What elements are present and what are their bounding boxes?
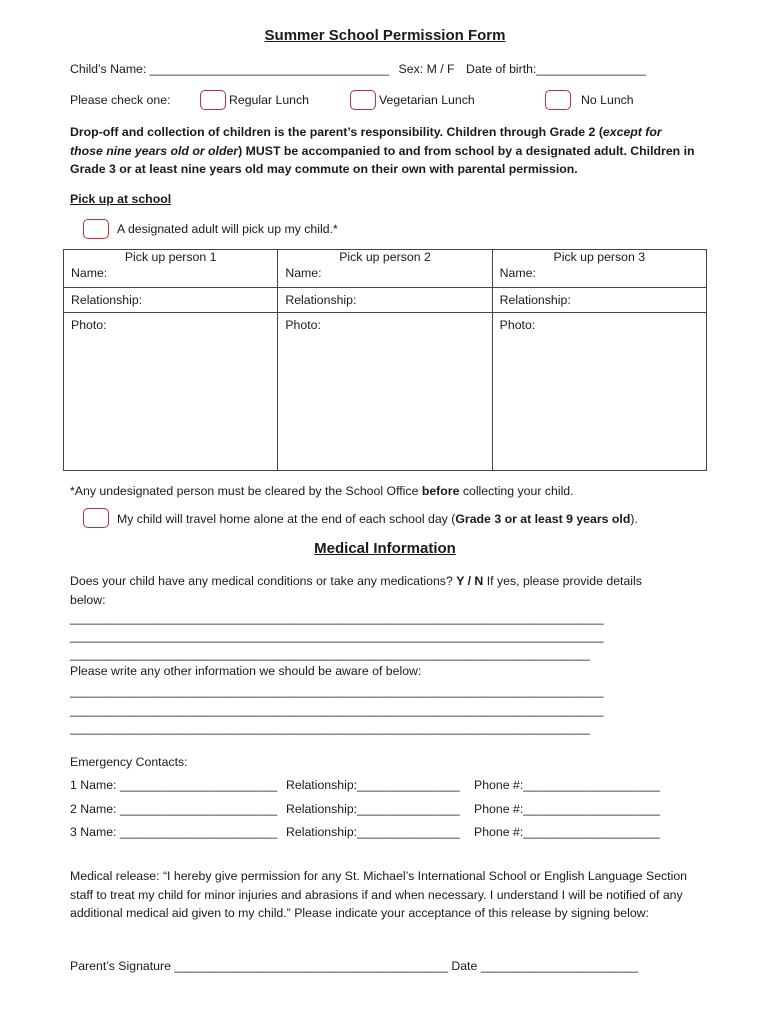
childs-name-field[interactable]: ___________________________________ xyxy=(149,62,390,76)
vegetarian-lunch-label: Vegetarian Lunch xyxy=(379,93,475,107)
other-info-line-1[interactable]: ______________________________________________________________________________ xyxy=(70,684,604,698)
medical-release-text: Medical release: “I hereby give permission for any St. Michael’s International School or English Language Section staff to treat my child for minor injuries and abrasions if and when necessary. I understand I will be notified of any additional medical aid given to my child.” Please indicate your acceptance of this release by signing below: xyxy=(70,869,688,920)
pickup-person-3-header: Pick up person 3 xyxy=(492,250,706,266)
travel-alone-checkbox[interactable] xyxy=(83,508,109,528)
pickup-person-1-header: Pick up person 1 xyxy=(64,250,278,266)
other-info-line-3[interactable]: ____________________________________________________________________________ xyxy=(70,721,590,735)
pickup-person-3-relationship[interactable]: Relationship: xyxy=(492,288,706,313)
regular-lunch-label: Regular Lunch xyxy=(229,93,309,107)
pickup-person-1-name[interactable]: Name: xyxy=(64,265,278,288)
medical-question-text: Does your child have any medical conditions or take any medications? xyxy=(70,574,457,588)
other-info-label: Please write any other information we should be aware of below: xyxy=(70,664,422,678)
medical-question xyxy=(70,572,670,609)
dob-field[interactable]: ________________ xyxy=(536,62,646,76)
undesignated-note-emphasis: before xyxy=(421,484,460,498)
medical-question-details: If yes, please provide details below: xyxy=(70,574,642,607)
pickup-heading: Pick up at school xyxy=(70,192,172,206)
emergency-relationship-1[interactable]: Relationship:_______________ xyxy=(286,778,460,792)
travel-alone-label xyxy=(117,512,638,526)
other-info-line-2[interactable]: ______________________________________________________________________________ xyxy=(70,703,604,717)
childs-name-row xyxy=(70,62,646,76)
emergency-name-2[interactable]: 2 Name: _______________________ xyxy=(70,802,278,816)
pickup-person-3-photo[interactable]: Photo: xyxy=(492,313,706,471)
emergency-relationship-2[interactable]: Relationship:_______________ xyxy=(286,802,460,816)
pickup-person-2-header: Pick up person 2 xyxy=(278,250,492,266)
pickup-person-1-photo[interactable]: Photo: xyxy=(64,313,278,471)
designated-adult-label: A designated adult will pick up my child.* xyxy=(117,222,338,236)
dropoff-text-2: ) MUST be accompanied to and from school by a designated adult. Children in Grade 3 or at least nine years old may commute on their own with parental permission. xyxy=(70,143,695,176)
dropoff-paragraph xyxy=(70,123,695,179)
emergency-phone-3[interactable]: Phone #:____________________ xyxy=(474,825,661,839)
medical-heading: Medical Information xyxy=(314,540,456,557)
dob-label: Date of birth: xyxy=(466,62,537,76)
no-lunch-checkbox[interactable] xyxy=(545,90,571,110)
sex-label: Sex: M / F xyxy=(398,62,455,76)
travel-alone-condition: Grade 3 or at least 9 years old xyxy=(455,512,631,526)
pickup-person-2-photo[interactable]: Photo: xyxy=(278,313,492,471)
childs-name-label: Child’s Name: xyxy=(70,62,147,76)
pickup-table xyxy=(63,249,707,471)
pickup-person-2-relationship[interactable]: Relationship: xyxy=(278,288,492,313)
pickup-person-1-relationship[interactable]: Relationship: xyxy=(64,288,278,313)
medical-details-line-2[interactable]: ______________________________________________________________________________ xyxy=(70,629,604,643)
emergency-name-3[interactable]: 3 Name: _______________________ xyxy=(70,825,278,839)
emergency-name-1[interactable]: 1 Name: _______________________ xyxy=(70,778,278,792)
no-lunch-label: No Lunch xyxy=(581,93,634,107)
medical-details-line-1[interactable]: ______________________________________________________________________________ xyxy=(70,611,604,625)
emergency-phone-1[interactable]: Phone #:____________________ xyxy=(474,778,661,792)
emergency-relationship-3[interactable]: Relationship:_______________ xyxy=(286,825,460,839)
undesignated-note-text-2: collecting your child. xyxy=(459,484,574,498)
dropoff-text-1: Drop-off and collection of children is the parent’s responsibility. Children through Grade 2 ( xyxy=(70,125,603,139)
regular-lunch-checkbox[interactable] xyxy=(200,90,226,110)
travel-alone-text-1: My child will travel home alone at the end of each school day ( xyxy=(117,512,456,526)
parent-signature-line[interactable]: Parent’s Signature ________________________________________ Date _______________________ xyxy=(70,959,639,973)
pickup-person-2-name[interactable]: Name: xyxy=(278,265,492,288)
undesignated-note-text-1: *Any undesignated person must be cleared by the School Office xyxy=(70,484,422,498)
form-title: Summer School Permission Form xyxy=(264,27,506,44)
emergency-heading: Emergency Contacts: xyxy=(70,755,188,769)
vegetarian-lunch-checkbox[interactable] xyxy=(350,90,376,110)
medical-yes-no[interactable]: Y / N xyxy=(456,574,484,588)
dropoff-exception: except for those nine years old or older xyxy=(70,125,662,158)
undesignated-note xyxy=(70,484,574,498)
check-one-label: Please check one: xyxy=(70,93,171,107)
designated-adult-checkbox[interactable] xyxy=(83,219,109,239)
travel-alone-text-2: ). xyxy=(630,512,638,526)
pickup-person-3-name[interactable]: Name: xyxy=(492,265,706,288)
emergency-phone-2[interactable]: Phone #:____________________ xyxy=(474,802,661,816)
medical-details-line-3[interactable]: ____________________________________________________________________________ xyxy=(70,647,590,661)
